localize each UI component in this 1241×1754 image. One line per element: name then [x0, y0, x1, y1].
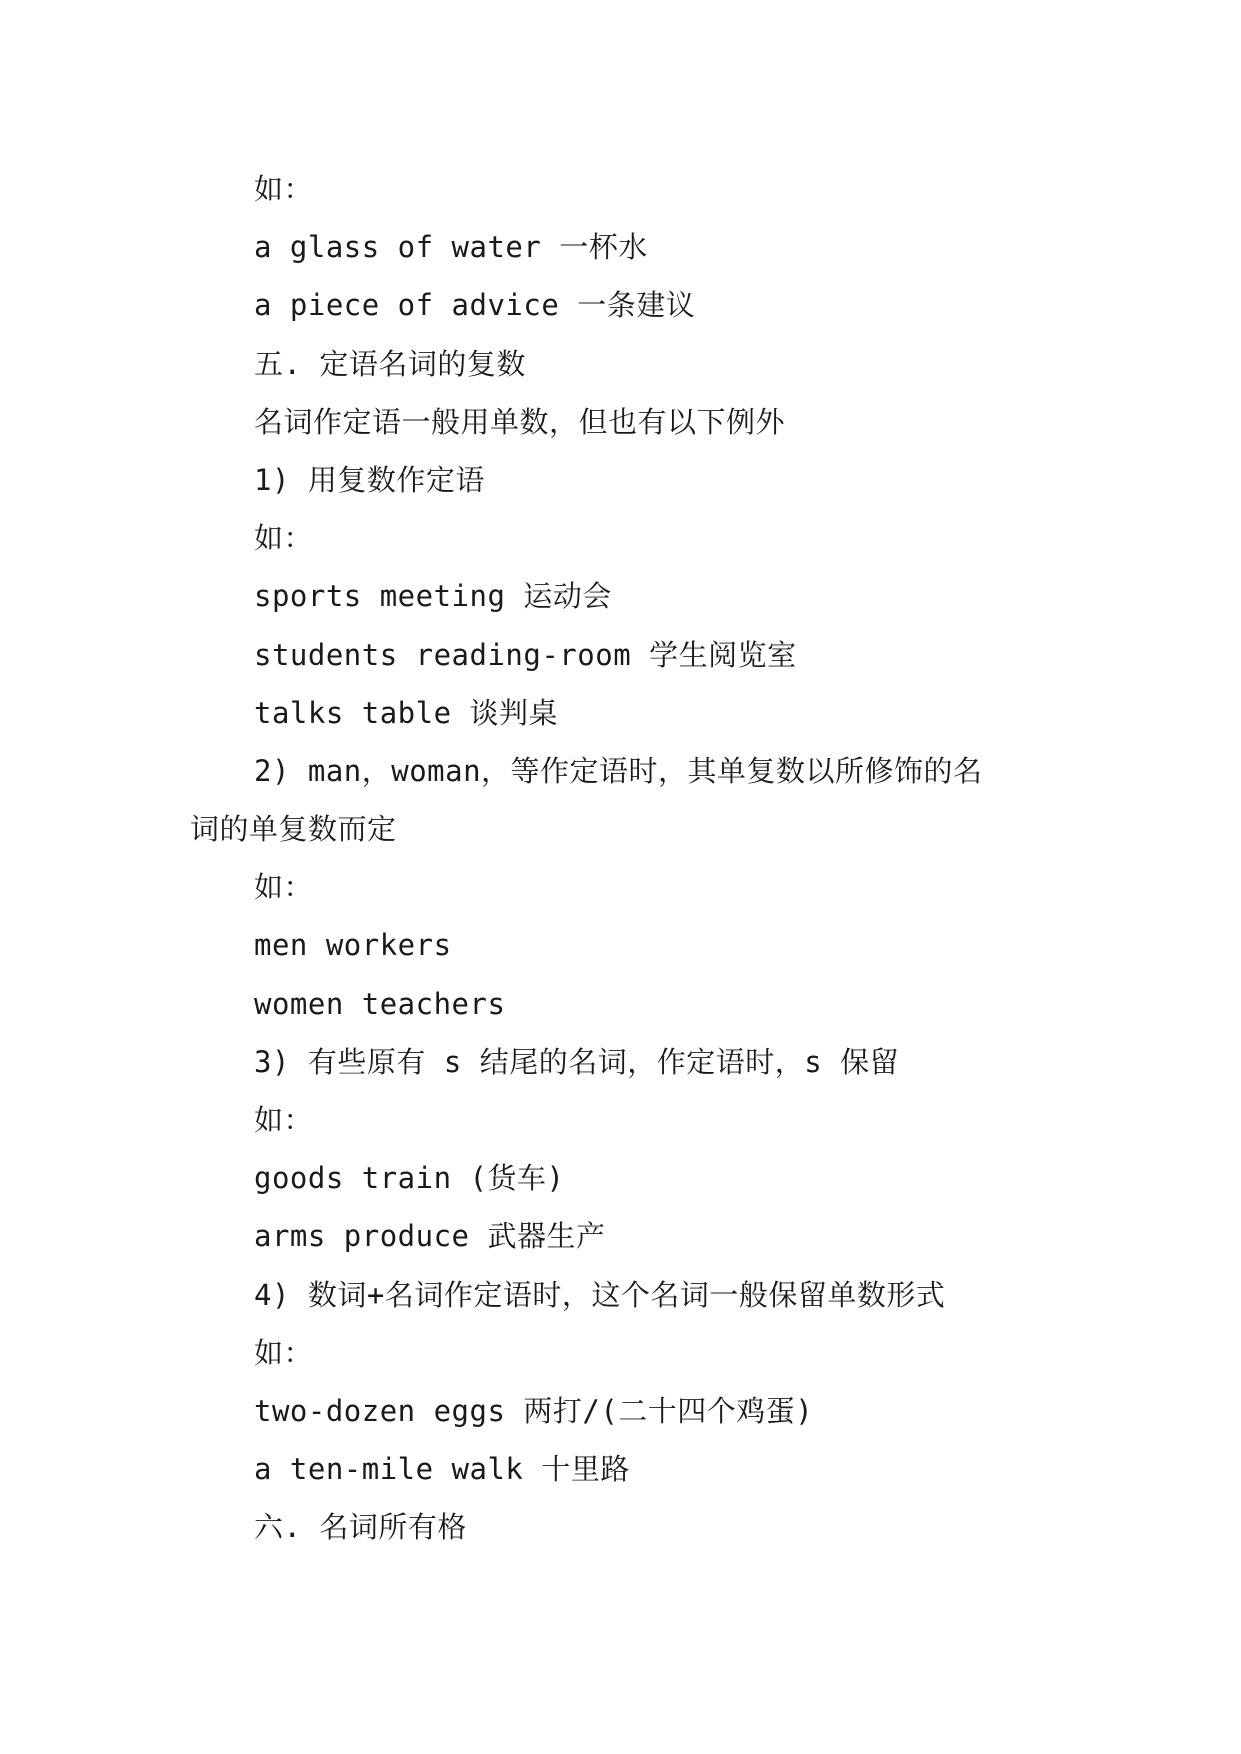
text-line: 名词作定语一般用单数，但也有以下例外	[254, 404, 786, 439]
text-line: 如：	[254, 1335, 314, 1370]
section-heading: 五. 定语名词的复数	[254, 346, 526, 381]
text-line: 如：	[254, 1103, 314, 1137]
text-line: a piece of advice 一条建议	[254, 288, 696, 323]
text-line: 如：	[254, 521, 314, 556]
text-line: goods train (货车)	[254, 1161, 565, 1196]
text-line: a glass of water 一杯水	[254, 230, 648, 265]
text-line: women teachers	[254, 986, 506, 1021]
text-line: arms produce 武器生产	[254, 1219, 606, 1254]
section-heading: 六. 名词所有格	[254, 1510, 467, 1545]
text-line: men workers	[254, 928, 452, 963]
text-line: sports meeting 运动会	[254, 579, 612, 614]
list-item: 1) 用复数作定语	[254, 462, 485, 497]
text-line: students reading-room 学生阅览室	[254, 637, 797, 672]
text-line: talks table 谈判桌	[254, 695, 559, 730]
text-line: a ten-mile walk 十里路	[254, 1452, 630, 1487]
text-line: 如：	[254, 172, 314, 206]
text-line: 如：	[254, 870, 314, 905]
list-item: 3) 有些原有 s 结尾的名词，作定语时，s 保留	[254, 1044, 900, 1079]
list-item: 2) man，woman，等作定语时，其单复数以所修饰的名	[254, 753, 983, 788]
text-line-continuation: 词的单复数而定	[190, 812, 397, 847]
list-item: 4) 数词+名词作定语时，这个名词一般保留单数形式	[254, 1277, 946, 1312]
document-body	[190, 160, 1060, 1557]
text-line: two-dozen eggs 两打/(二十四个鸡蛋)	[254, 1393, 814, 1428]
